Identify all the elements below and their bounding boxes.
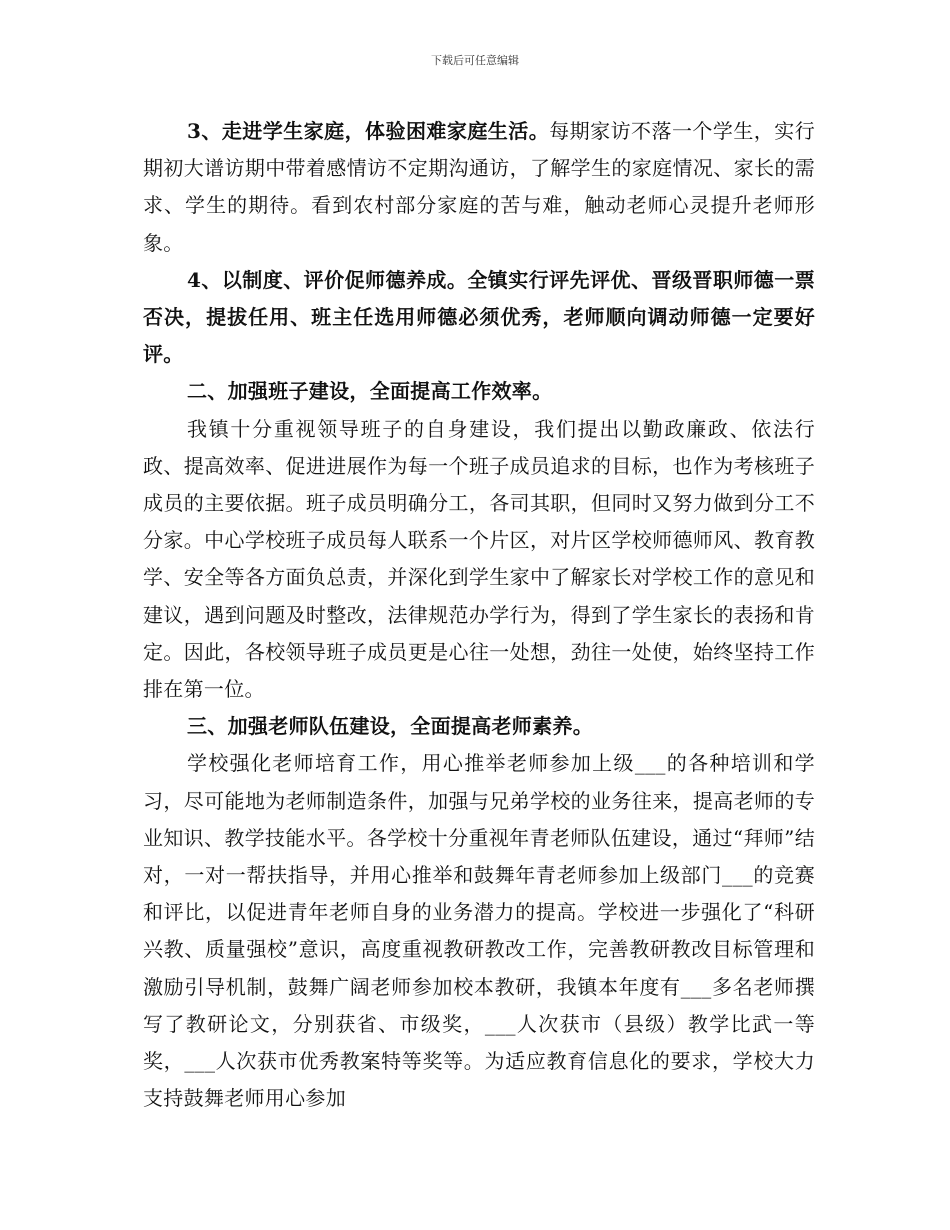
page-header: 下载后可任意编辑 [431, 54, 519, 67]
paragraph-lead: 3、走进学生家庭，体验困难家庭生活。 [187, 119, 550, 143]
paragraph-home-visits [143, 113, 815, 262]
paragraph-text: 每期家访不落一个学生，实行期初大谱访期中带着感情访不定期沟通访，了解学生的家庭情况、家长的需求、学生的期待。看到农村部分家庭的苦与难，触动老师心灵提升老师形象。 [143, 119, 815, 255]
paragraph-ethics-system: 4、以制度、评价促师德养成。全镇实行评先评优、晋级晋职师德一票否决，提拔任用、班主任选用师德必须优秀，老师顺向调动师德一定要好评。 [143, 267, 815, 367]
section-heading-teachers: 三、加强老师队伍建设，全面提高老师素养。 [187, 714, 593, 739]
paragraph-leadership: 我镇十分重视领导班子的自身建设，我们提出以勤政廉政、依法行政、提高效率、促进进展作为每一个班子成员追求的目标，也作为考核班子成员的主要依据。班子成员明确分工，各司其职，但同时又努力做到分工不分家。中心学校班子成员每人联系一个片区，对片区学校师德师风、教育教学、安全等各方面负总责，并深化到学生家中了解家长对学校工作的意见和建议，遇到问题及时整改，法律规范办学行为，得到了学生家长的表扬和肯定。因此，各校领导班子成员更是心往一处想，劲往一处使，始终坚持工作排在第一位。 [143, 416, 815, 702]
section-heading-leadership: 二、加强班子建设，全面提高工作效率。 [187, 379, 553, 404]
document-body [143, 113, 815, 1117]
paragraph-teachers: 学校强化老师培育工作，用心推举老师参加上级___的各种培训和学习，尽可能地为老师制造条件，加强与兄弟学校的业务往来，提高老师的专业知识、教学技能水平。各学校十分重视年青老师队伍建设，通过“拜师”结对，一对一帮扶指导，并用心推举和鼓舞年青老师参加上级部门___的竞赛和评比，以促进青年老师自身的业务潜力的提高。学校进一步强化了“科研兴教、质量强校”意识，高度重视教研教改工作，完善教研教改目标管理和激励引导机制，鼓舞广阔老师参加校本教研，我镇本年度有___多名老师撰写了教研论文，分别获省、市级奖，___人次获市（县级）教学比武一等奖，___人次获市优秀教案特等奖等。为适应教育信息化的要求，学校大力支持鼓舞老师用心参加 [143, 751, 815, 1111]
